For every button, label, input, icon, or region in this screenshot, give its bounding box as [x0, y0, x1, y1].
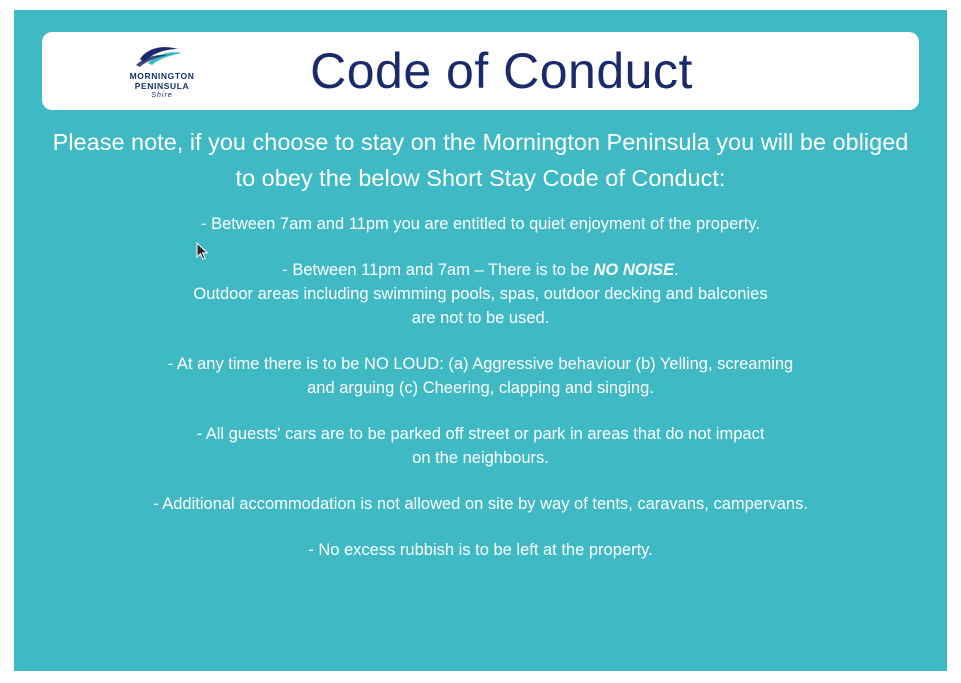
- rule-emphasis: NO NOISE: [593, 261, 675, 279]
- rule-line: are not to be used.: [411, 309, 550, 327]
- rules-list: [41, 212, 921, 584]
- rule-no-loud: [41, 352, 921, 400]
- poster-header: [42, 32, 919, 110]
- intro-text: Please note, if you choose to stay on the Mornington Peninsula you will be obliged to obey the below Short Stay Code of Conduct:: [52, 129, 909, 191]
- rule-line-text: - Between 11pm and 7am – There is to be: [282, 261, 594, 279]
- logo-line-2: PENINSULA: [134, 80, 190, 91]
- code-of-conduct-poster: [14, 10, 947, 671]
- page-title: Code of Conduct: [310, 43, 693, 99]
- rule-emphasis-suffix: .: [674, 261, 679, 279]
- rule-line: Outdoor areas including swimming pools, spas, outdoor decking and balconies: [193, 285, 768, 303]
- logo-line-1: MORNINGTON: [129, 70, 195, 81]
- wave-logo-icon: [134, 43, 190, 69]
- rule-line: - Additional accommodation is not allowed on site by way of tents, caravans, campervans.: [153, 495, 808, 513]
- rule-parking: [41, 422, 921, 470]
- rule-line: - Between 7am and 11pm you are entitled to quiet enjoyment of the property.: [201, 215, 760, 233]
- rule-quiet-enjoyment: [41, 212, 921, 236]
- rule-line: - All guests' cars are to be parked off street or park in areas that do not impact: [196, 425, 765, 443]
- rule-line: on the neighbours.: [412, 449, 549, 467]
- logo-line-3: Shire: [151, 91, 173, 99]
- rule-line: and arguing (c) Cheering, clapping and singing.: [307, 379, 654, 397]
- rule-no-noise: [41, 258, 921, 330]
- rule-no-rubbish: [41, 538, 921, 562]
- rule-no-extra-accommodation: [41, 492, 921, 516]
- rule-line: - No excess rubbish is to be left at the property.: [308, 541, 653, 559]
- rule-line: [41, 258, 921, 282]
- rule-line: - At any time there is to be NO LOUD: (a) Aggressive behaviour (b) Yelling, screaming: [167, 355, 794, 373]
- mornington-peninsula-shire-logo: [102, 43, 222, 100]
